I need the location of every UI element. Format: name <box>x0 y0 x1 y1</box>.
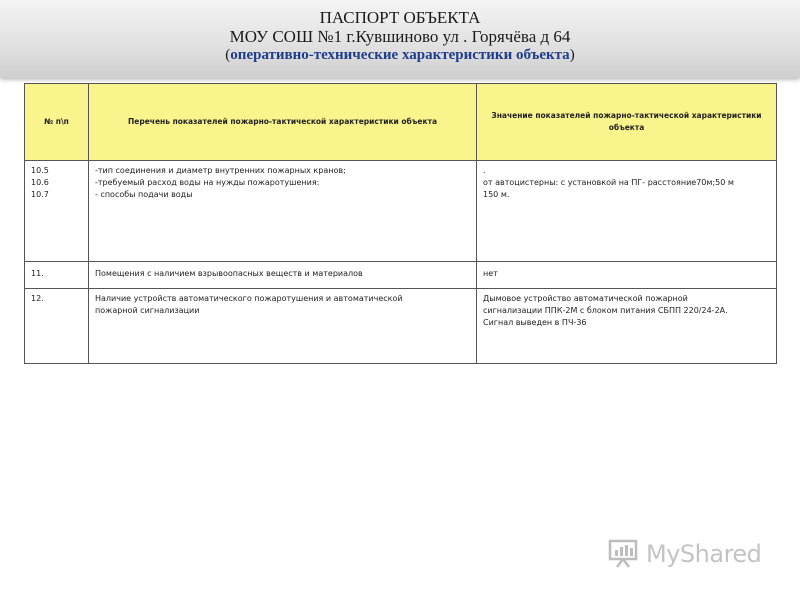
value-line: Дымовое устройство автоматической пожарной <box>483 294 688 303</box>
row-num: 12. <box>25 289 89 364</box>
header-indicator: Перечень показателей пожарно-тактической характеристики объекта <box>89 84 477 161</box>
row-indicator <box>89 161 477 262</box>
value-line: сигнализации ППК-2М с блоком питания СБПП 220/24-2А. <box>483 306 728 315</box>
row-value <box>477 161 777 262</box>
value-line: от автоцистерны: с установкой на ПГ- расстояние70м;50 м <box>483 178 734 187</box>
row-num <box>25 161 89 262</box>
row-num-line: 10.5 <box>31 166 49 175</box>
header-value: Значение показателей пожарно-тактической характеристики объекта <box>477 84 777 161</box>
row-num: 11. <box>25 262 89 289</box>
indicator-line: - способы подачи воды <box>95 190 193 199</box>
watermark-text: MyShared <box>646 540 762 568</box>
table-row <box>25 161 777 262</box>
title-line-3 <box>0 46 800 65</box>
table-header-row <box>25 84 777 161</box>
row-value: нет <box>477 262 777 289</box>
myshared-logo-icon <box>608 538 640 568</box>
row-indicator: Помещения с наличием взрывоопасных веществ и материалов <box>89 262 477 289</box>
row-value <box>477 289 777 364</box>
watermark <box>608 536 768 572</box>
row-num-line: 10.7 <box>31 190 49 199</box>
row-num-line: 10.6 <box>31 178 49 187</box>
page-title <box>0 8 800 65</box>
header-num: № п\п <box>25 84 89 161</box>
title-paren-open: ( <box>225 47 231 63</box>
title-line-1: ПАСПОРТ ОБЪЕКТА <box>319 8 481 27</box>
indicator-line: -требуемый расход воды на нужды пожаротушения: <box>95 178 320 187</box>
value-line: . <box>483 166 486 175</box>
passport-table <box>24 83 777 364</box>
title-subtitle: оперативно-технические характеристики объекта <box>230 47 570 63</box>
indicator-line: -тип соединения и диаметр внутренних пожарных кранов; <box>95 166 346 175</box>
title-line-2: МОУ СОШ №1 г.Кувшиново ул . Горячёва д 64 <box>229 27 571 46</box>
indicator-line: пожарной сигнализации <box>95 306 200 315</box>
row-indicator <box>89 289 477 364</box>
table-row <box>25 262 777 289</box>
indicator-line: Наличие устройств автоматического пожаротушения и автоматической <box>95 294 403 303</box>
title-paren-close: ) <box>569 47 575 63</box>
value-line: 150 м. <box>483 190 510 199</box>
table-row <box>25 289 777 364</box>
value-line: Сигнал выведен в ПЧ-36 <box>483 318 587 327</box>
